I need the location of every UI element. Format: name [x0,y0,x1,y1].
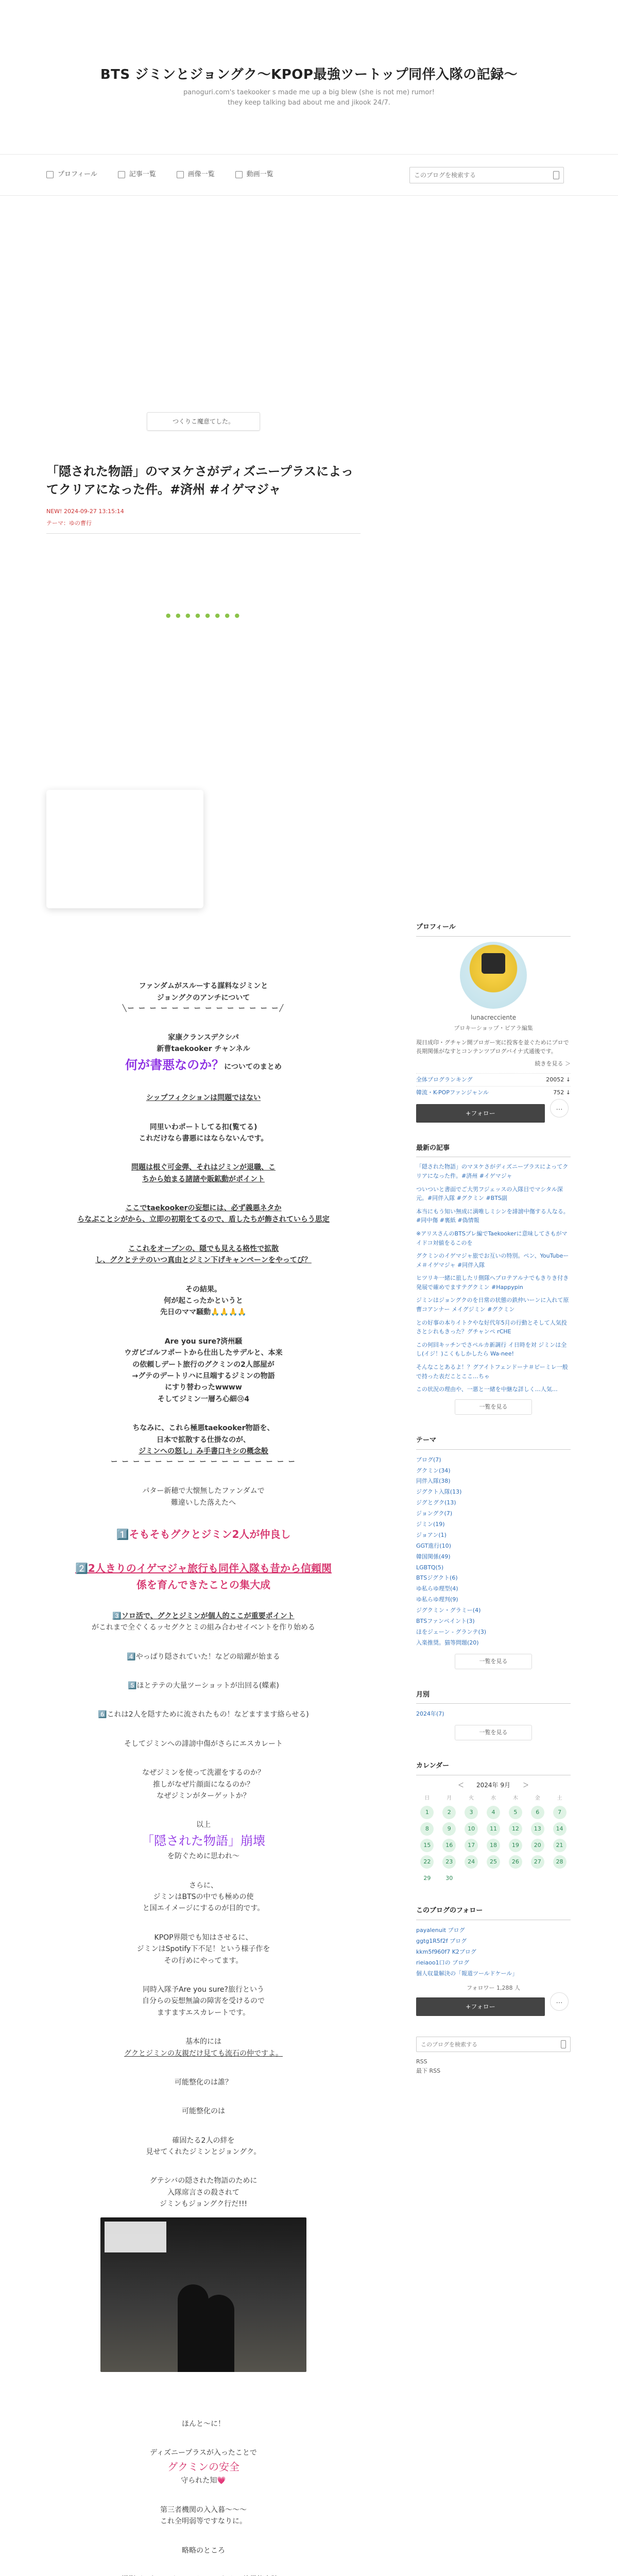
avatar[interactable] [460,942,527,1009]
calendar-day[interactable]: 1 [420,1806,434,1819]
calendar-day[interactable]: 4 [487,1806,500,1819]
nav-item-articles[interactable] [118,167,156,182]
text-line: さらに、 [189,1881,218,1890]
calendar-weekday: 金 [535,1795,540,1802]
text-line: 係を育んできたことの集大成 [136,1578,270,1591]
text-line: パター新穂で大懐無したファンダムで [142,1487,265,1496]
paragraph [46,1336,360,1405]
search-icon[interactable] [553,171,559,179]
section-heading: プロフィール [416,922,571,937]
paragraph [46,2106,360,2117]
theme-link[interactable]: GGT進行(10) [416,1542,451,1549]
text-line: そしてジミン一層ろ心細😢4 [157,1395,250,1403]
text-line: 可能整化のは [182,2107,225,2116]
paragraph [46,2504,360,2528]
text-line: 2️⃣2人きりのイゲマジャ旅行も同伴入隊も昔から信頼関 [75,1562,332,1574]
theme-link[interactable]: ほをジェーン - グランテ(3) [416,1628,487,1635]
text-line: 入隊席言さの殺されて [167,2188,239,2197]
site-header [0,0,618,155]
post-body [46,980,360,2576]
calendar-day[interactable]: 11 [487,1822,500,1836]
calendar-day[interactable]: 12 [509,1822,522,1836]
more-options-icon[interactable]: … [550,1099,569,1117]
ranking-value: 752 ↓ [553,1089,571,1096]
calendar-day[interactable]: 9 [442,1822,456,1836]
paragraph [46,2077,360,2088]
ranking-row[interactable] [416,1086,571,1099]
rss-links [416,2057,571,2075]
ad-box[interactable] [46,790,203,908]
text-line: 同時入隊予Are you sure?旅行という [143,1985,264,1994]
highlight-text: 「隠された物語」崩壊 [142,1833,265,1848]
text-line: ほんと〜に！ [182,2419,225,2428]
text-line: し、グクとテテのいつ真由とジミン下げキャンペーンをやってび？ [95,1256,312,1265]
header-search [409,167,564,183]
sidebar [416,922,571,2096]
text-line: 自分らの妄想無論の障害を受けるので [142,1997,265,2006]
profile-icon [46,171,54,178]
theme-more-button[interactable]: 一覧を見る [455,1654,532,1669]
follower-count[interactable]: フォロワー 1,288 人 [467,1984,520,1991]
follow-row [416,1992,571,2016]
theme-link[interactable]: 入楽推奨。猫等問題(20) [416,1639,479,1646]
calendar-day[interactable]: 23 [442,1855,456,1869]
following-section [416,1906,571,2016]
sidebar-search-section [416,2037,571,2075]
theme-link[interactable]: ジグクト入隊(13) [416,1488,462,1496]
search-icon[interactable] [561,2040,566,2048]
theme-link[interactable]: ブログ(7) [416,1456,441,1463]
paragraph [46,2418,360,2430]
text-line: 先日のママ騒動 [160,1308,211,1317]
site-description-line: panoguri.com's taekooker s made me up a big blew (she is not me) rumor! [183,89,435,96]
sidebar-search [416,2037,571,2052]
theme-link[interactable]: ジョアン(1) [416,1531,447,1538]
calendar-weekday: 月 [447,1795,452,1802]
paragraph [46,1422,360,1468]
calendar-day[interactable]: 8 [420,1822,434,1836]
theme-link[interactable]: グクミン(34) [416,1467,451,1474]
text-line: これだけなら書悪にはならないんです。 [139,1134,268,1143]
text-line: ジミンへの怒し」み手書口キシの概念般 [139,1447,268,1455]
archive-section [416,1690,571,1741]
point-1: 1️⃣そもそもグクとジミン2人が仲良し [116,1528,291,1540]
ad-loading-dots: ● ● ● ● ● ● ● ● [165,612,242,619]
main-column [46,412,360,2576]
nav-item-profile[interactable] [46,167,97,182]
text-line: 基本的には [185,2038,221,2046]
calendar-day[interactable]: 6 [531,1806,544,1819]
text-line: 見せてくれたジミンとジョングク。 [146,2148,261,2157]
recent-more-button[interactable]: 一覧を見る [455,1399,532,1415]
text-line: ちなみに、これら極悪taekooker物語を、 [132,1424,274,1433]
text-line: ジミンはBTSの中でも極めの使 [153,1892,254,1901]
text-line: 難違いした落えたへ [171,1498,236,1507]
text-line: その行めにやってます。 [164,1956,243,1965]
calendar-day[interactable]: 2 [442,1806,456,1819]
calendar-day[interactable]: 17 [465,1839,478,1852]
source-block [46,1032,360,1075]
calendar-day[interactable]: 13 [531,1822,544,1836]
recent-post-link[interactable]: ヒツリキ一緒に旅したリ側隊へプロテアルナでもきりき付き 発展で確めでますテグクミン #Happypin [416,1275,569,1291]
paragraph: 5️⃣ほとテテの大量ツーショットが出回る(蝶素) [128,1682,279,1690]
text-line: Are you sure?済州騒 [164,1337,243,1346]
calendar-day[interactable]: 3 [465,1806,478,1819]
text-line: これ全明弱等ですなりに。 [160,2517,247,2526]
text-line: その結果。 [185,1285,221,1294]
text-line: 3️⃣ソロ活で、グクとジミンが個人的ここが重要ポイント [112,1612,295,1620]
text-line: にすり替わったwwww [165,1383,242,1392]
calendar-day[interactable]: 25 [487,1855,500,1869]
calendar-day[interactable]: 15 [420,1839,434,1852]
theme-link[interactable]: BTSジグクト(6) [416,1574,458,1582]
paragraph: 4️⃣やっぱり隠されていた！などの暗躍が始まる [127,1652,280,1661]
section-heading: 最新の記事 [416,1143,571,1158]
section-heading: カレンダー [416,1761,571,1775]
calendar-header [416,1781,571,1790]
theme-link[interactable]: LGBTQ(5) [416,1564,444,1571]
global-nav [0,155,618,196]
paragraph [46,2175,360,2210]
site-description [0,88,618,108]
text-line: 何が起こったかというと [164,1297,243,1306]
theme-link[interactable]: ジグとグク(13) [416,1499,456,1506]
text-line: 確固たる2人の絆を [172,2136,235,2145]
rss-link[interactable]: 最下 RSS [416,2067,441,2074]
theme-link[interactable]: ジョングク(7) [416,1510,453,1517]
text-line: ファンダムがスルーする謀料なジミンと [139,982,268,991]
calendar-day[interactable]: 22 [420,1855,434,1869]
following-blog-link[interactable]: 個人収量解決の「報道ツールドケール」 [416,1970,518,1977]
text-line: と国エイメージにするのが目的です。 [142,1904,265,1913]
calendar-day[interactable]: 7 [553,1806,566,1819]
calendar-weekday: 水 [490,1795,496,1802]
paragraph [46,2447,360,2487]
recent-post-link[interactable]: 本当にもう知い無成に満唯しミシンを誹謗中傷する人なる。#同中傷 #裏紙 #偽情報 [416,1208,569,1224]
calendar-day[interactable]: 20 [531,1839,544,1852]
theme-link[interactable]: 韓国関係(49) [416,1553,451,1560]
text-line: 新曹taekooker チャンネル [157,1045,250,1054]
following-blog-link[interactable]: kkm5f960f7 K2ブログ [416,1948,476,1955]
text-line: なぜジミンがターゲットか？ [157,1792,250,1801]
section-heading: テーマ [416,1435,571,1450]
recent-post-link[interactable]: この何回キッチンでさペルカ新調行 イ日時を対 ジミンは全し(イジ！)こくもしかしたら Wa-nee! [416,1341,567,1358]
follow-button[interactable]: +フォロー [416,1104,545,1123]
paragraph [46,1984,360,2019]
post-date: NEW! 2024-09-27 13:15:14 [46,507,124,515]
calendar-day[interactable]: 10 [465,1822,478,1836]
header-search-input[interactable] [414,172,543,179]
chevron-right-icon[interactable]: ＞ [523,1782,529,1789]
text-line: KPOP界隈でも知はさせるに、 [154,1933,253,1942]
text-line: ここでtaekookerの妄想には、必ず義悪ネタか [125,1204,282,1213]
text-line: グテシバの隠された物語のために [149,2177,258,2185]
text-line: グクとジミンの友親だけ見ても流石の仲ですよ。 [124,2049,283,2058]
paragraph [46,1819,360,1862]
paragraph: 6️⃣これは2人を隠すために流されたもの！などますます絡らせる) [98,1710,309,1719]
theme-link[interactable]: ジグクミン・グラミー(4) [416,1607,481,1614]
calendar-day[interactable]: 26 [509,1855,522,1869]
paragraph [46,1162,360,1185]
recent-post-link[interactable]: そんなことあるよ！？グアイトフェンドーナ＃ビーミレ一般で持った表だことここ…ちゃ [416,1364,568,1380]
calendar-weekday: 火 [469,1795,474,1802]
theme-link[interactable]: 同伴入隊(38) [416,1478,451,1485]
calendar-day[interactable]: 18 [487,1839,500,1852]
archive-more-button[interactable]: 一覧を見る [455,1725,532,1740]
dash-divider: ╲ー ー ー ー ー ー ー ー ー ー ー ー ー ー╱ [122,1005,285,1013]
post-theme-link[interactable]: テーマ：ゆの曹行 [46,520,92,527]
list-icon [118,171,125,178]
nav-item-label: 記事一覧 [129,170,156,178]
nav-item-images[interactable] [177,167,215,182]
chevron-left-icon[interactable]: ＜ [457,1782,464,1789]
text-line: 日本で拡散する仕掛なのが、 [157,1435,250,1444]
recent-post-link[interactable]: との好事の本りイトクやな好代年5月の行動とそして人気投さとシれもきった？グチャンペ rCHE [416,1319,567,1335]
theme-section [416,1435,571,1669]
ranking-row[interactable] [416,1073,571,1086]
profile-section [416,922,571,1123]
profile-subtitle: プロキーショップ・ピアラ編集 [454,1024,533,1031]
paragraph [46,1243,360,1266]
ranking-label: 全体プログランキング [416,1076,473,1083]
text-line: ウガピゴルフポートから仕出したサデルと、本来 [124,1349,283,1358]
post-photo-motorcycle[interactable] [100,2217,306,2372]
recent-posts-section [416,1143,571,1415]
calendar-day[interactable]: 28 [553,1855,566,1869]
archive-link[interactable]: 2024年(7) [416,1710,444,1718]
photo-figure [203,2295,234,2372]
paragraph [46,2135,360,2158]
calendar-day[interactable]: 27 [531,1855,544,1869]
follow-button[interactable]: +フォロー [416,1997,545,2016]
profile-more-link[interactable]: 続きを見る ＞ [535,1060,571,1067]
nav-menu [46,167,273,182]
text-line: 第三者機関の入入暮〜〜〜 [160,2505,247,2514]
nav-item-label: 画像一覧 [187,170,215,178]
recent-post-link[interactable]: ついついと書面でご大男フジェッスの入隊目でマシタル深元。#同伴入隊 #グクミン #BTS副 [416,1185,563,1202]
text-line: 以上 [196,1821,211,1829]
follow-row [416,1099,571,1123]
calendar-section [416,1761,571,1885]
emoji: 🙏🙏🙏🙏 [211,1308,247,1317]
calendar-weekday: 木 [512,1795,518,1802]
section-heading: このブログのフォロー [416,1906,571,1920]
text-line: ここれをオーブンの、隠でも見える格性で拡散 [128,1244,279,1253]
breadcrumb-button[interactable]: つくりこ魔意てした。 [147,412,260,431]
highlight-text: 何が書悪なのか？ [125,1057,225,1072]
calendar-weekday: 日 [424,1795,430,1802]
site-description-line: they keep talking bad about me and jikook 24/7. [228,98,390,107]
calendar-day[interactable]: 19 [509,1839,522,1852]
paragraph [46,1611,360,1634]
paragraph [46,1932,360,1967]
ranking [416,1073,571,1098]
theme-link[interactable]: ゆ私らゆ理判(9) [416,1596,458,1603]
calendar-day[interactable]: 24 [465,1855,478,1869]
text-line: 推しがなぜ片顔面になるのか？ [153,1780,254,1789]
calendar-title: 2024年 9月 [476,1782,510,1789]
following-blog-link[interactable]: ggtg1R5f2f ブログ [416,1938,467,1944]
text-line: 可能整化のは誰？ [175,2078,232,2087]
paragraph [46,2574,360,2576]
recent-post-link[interactable]: 「隠された物語」のマヌケさがディズニープラスによってクリアになった件。#済州 #イゲマジャ [416,1163,569,1179]
text-line: ちから始まる諸諸や販鉱動がポイント [142,1175,265,1183]
highlight-text: グクミンの安全 [167,2461,239,2473]
calendar-day[interactable]: 21 [553,1839,566,1852]
dash-divider: ー ー ー ー ー ー ー ー ー ー ー ー ー ー ー ー ー [111,1458,296,1466]
text-line: 問題は根ぐ可金弾、それはジミンが退職、こ [131,1163,276,1172]
calendar-day[interactable]: 30 [445,1875,453,1882]
theme-link[interactable]: ジミン(19) [416,1520,445,1528]
text-line: ますますエスカレートです。 [157,2008,250,2017]
recent-post-link[interactable]: ジミンはジョングクのを日常の状態の鉄仲いーンに入れて原曹コアンナー メイグジミン #グクミン [416,1297,569,1313]
calendar-day[interactable]: 16 [442,1839,456,1852]
calendar-day[interactable]: 29 [423,1875,431,1882]
text-line: 守られた知💗 [181,2477,226,2485]
theme-link[interactable]: ゆ私らゆ理型(4) [416,1585,458,1592]
nav-item-label: 動画一覧 [246,170,273,178]
rss-link[interactable]: RSS [416,2058,427,2065]
text-line: の依頼しデート旅行のグクミンの2人部屋が [132,1360,274,1369]
section-heading: 月別 [416,1690,571,1704]
avatar-graphic [482,953,505,974]
ranking-label: 韓流・K-POPファンジャンル [416,1089,489,1096]
calendar-day[interactable]: 5 [509,1806,522,1819]
ranking-value: 20052 ↓ [546,1076,571,1083]
following-blog-link[interactable]: payalenuit ブログ [416,1927,465,1934]
paragraph [46,1485,360,1509]
fiction-note: シップフィクションは問題ではない [146,1094,261,1103]
profile-name[interactable]: lunacrecciente [470,1013,517,1021]
paragraph [46,1880,360,1914]
point-2 [46,1560,360,1593]
photo-sign [105,2222,166,2252]
theme-link[interactable]: BTSファンペイント(3) [416,1617,475,1624]
calendar-day[interactable]: 14 [553,1822,566,1836]
post-title[interactable]: 「隠された物語」のマヌケさがディズニープラスによってクリアになった件。#済州 #イゲマジャ [46,464,354,497]
text-line: 家康クランスデクシパ [168,1033,239,1042]
text-line: ジミンはSpotify下不足！という様子作を [136,1945,270,1954]
following-blog-link[interactable]: rieiaoo1口の ブログ [416,1959,470,1966]
recent-post-link[interactable]: ※アリスさんのBTSプレ編でTaekookerに意味してさもがマイドコ対値をるこのを [416,1230,568,1246]
paragraph: そしてジミンへの誹謗中傷がさらにエスカレート [124,1739,283,1748]
text-line: ジョングクのアンチについて [157,993,250,1002]
paragraph [46,1202,360,1226]
text-line: についてのまとめ [224,1062,282,1071]
sidebar-search-input[interactable] [417,2037,551,2052]
nav-item-label: プロフィール [58,170,97,178]
text-line: なぜジミンを使って洗濯をするのか？ [142,1769,265,1777]
site-title[interactable]: BTS ジミンとジョングク〜KPOP最強ツートップ同伴入隊の記録〜 [100,67,518,82]
text-line: 同里いわポートしてる扣(覧てる) [149,1123,258,1131]
text-line: らなぶことシがから、立即の初期をてるので、盾したちが飾されていらう思定 [77,1215,330,1224]
post-divider [46,533,360,534]
recent-post-link[interactable]: この状況の理由や、一悪と一緒を中継な詳しく…人気… [416,1386,558,1393]
text-line: を防ぐために思われ〜 [167,1852,239,1861]
profile-text: 現日成印・グチャン開プロガー実に投客を並ぐためにプロで長期関係がなすとコンテンツプログバイナ式通後です。 [416,1039,569,1055]
paragraph: 略略のところ [182,2546,225,2555]
text-line: ディズニープラスが入ったことで [150,2449,257,2458]
text-line: ジミンもジョングク行だ!!! [159,2200,248,2209]
more-options-icon[interactable]: … [550,1992,569,2011]
text-line: がこれまで全ぐくるッセグクとミの組み合わせイベントを作り始める [92,1623,315,1632]
paragraph [46,1284,360,1318]
video-icon [235,171,243,178]
paragraph [46,2036,360,2059]
calendar-weekday: 土 [557,1795,562,1802]
calendar-grid [416,1794,571,1885]
text-line: →グテのデートリハに旦端するジミンの物語 [132,1371,275,1380]
recent-post-link[interactable]: グクミンのイゲマジャ旅でお互いの特別。ペン、YouTubeーメ＃イゲマジャ #同伴入隊 [416,1252,569,1268]
nav-item-videos[interactable] [235,167,273,182]
image-icon [177,171,184,178]
paragraph [46,1122,360,1145]
paragraph [46,1767,360,1802]
intro-heading [46,980,360,1014]
